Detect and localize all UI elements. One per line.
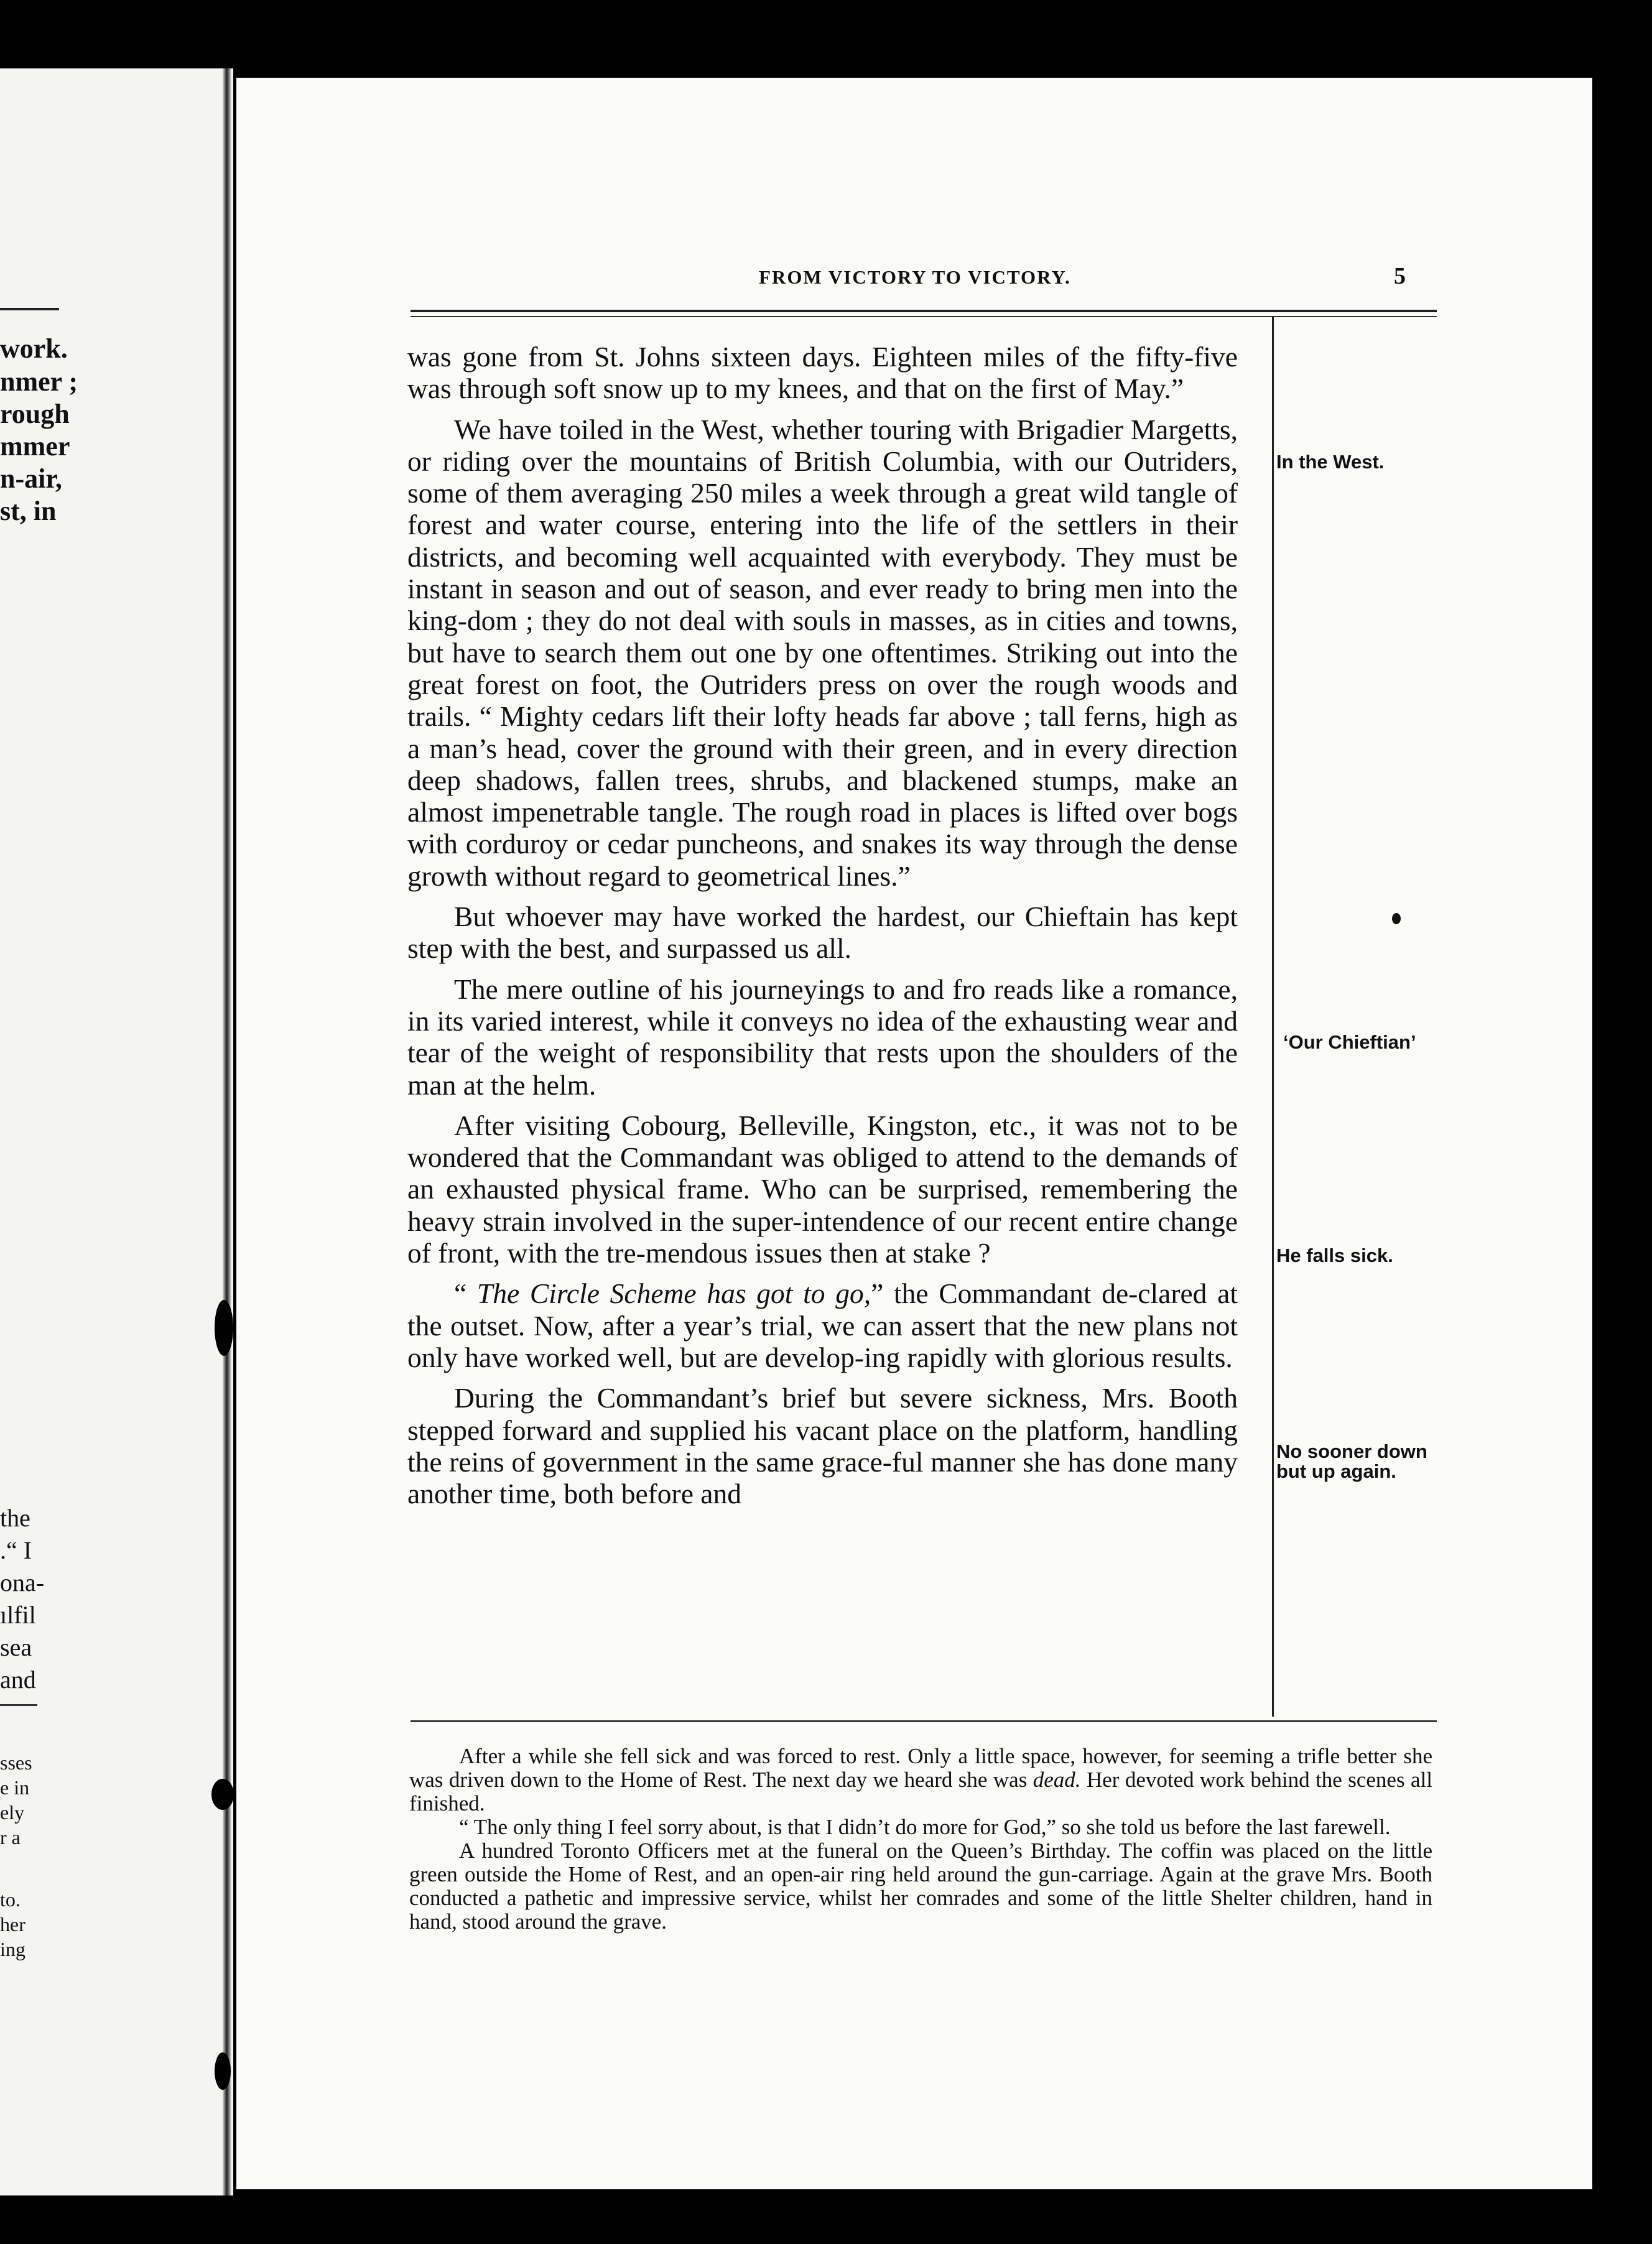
side-note-again-1: No sooner down — [1276, 1440, 1427, 1462]
side-note-west: In the West. — [1276, 451, 1385, 473]
footnote — [409, 1745, 1432, 1934]
margin-column-rule — [1272, 317, 1274, 1717]
page-header — [411, 261, 1418, 299]
footnote-rule — [411, 1720, 1437, 1722]
prev-line: .“ I — [0, 1536, 32, 1564]
prev-line: nmer ; — [0, 366, 78, 397]
paragraph: The mere outline of his journeyings to and fro reads like a romance, in its varied interest, while it conveys no idea of the exhausting wear and tear of the weight of responsibility that rests upon the shoulders of the man at the helm. — [407, 973, 1238, 1101]
previous-page-rule — [0, 1704, 37, 1706]
prev-line: sea — [0, 1633, 32, 1661]
prev-line: work. — [0, 333, 68, 364]
spine-mark — [215, 1300, 233, 1356]
paragraph: We have toiled in the West, whether touring with Brigadier Margetts, or riding over the mountains of British Columbia, with our Outriders, some of them averaging 250 miles a week through a great wild tangle of forest and water course, entering into the life of the settlers in their districts, and becoming well acquainted with everybody. They must be instant in season and out of season, and ever ready to bring men into the king-dom ; they do not deal with souls in masses, as in cities and towns, but have to search them out one by one oftentimes. Striking out into the great forest on foot, the Outriders press on over the rough woods and trails. “ Mighty cedars lift their lofty heads far above ; tall ferns, high as a man’s head, cover the ground with their green, and in every direction deep shadows, fallen trees, shrubs, and blackened stumps, make an almost impenetrable tangle. The rough road in places is lifted over bogs with corduroy or cedar puncheons, and snakes its way through the dense growth without regard to geometrical lines.” — [407, 413, 1238, 892]
page-number: 5 — [1394, 263, 1406, 289]
prev-line: ing — [0, 1938, 26, 1960]
paragraph: But whoever may have worked the hardest, our Chieftain has kept step with the best, and surpassed us all. — [407, 901, 1238, 965]
footnote-text: After a while she fell sick and was forced to rest. Only a little space, however, for seeming a trifle better she was driven down to the Home of Rest. The next day we heard she was — [409, 1744, 1432, 1792]
prev-line: r a — [0, 1826, 21, 1848]
main-text — [407, 341, 1238, 1518]
prev-line: and — [0, 1666, 36, 1694]
paragraph: was gone from St. Johns sixteen days. Eighteen miles of the fifty-five was through soft snow up to my knees, and that on the first of May.” — [407, 341, 1238, 405]
prev-line: her — [0, 1913, 26, 1936]
footnote-text: Her devoted work behind the scenes all finished. — [409, 1768, 1432, 1815]
header-rule-thin — [411, 316, 1437, 317]
prev-line: ona- — [0, 1569, 45, 1597]
prev-line: ely — [0, 1801, 25, 1824]
paragraph: During the Commandant’s brief but severe sickness, Mrs. Booth stepped forward and supplied his vacant place on the platform, handling the reins of government in the same grace-ful manner she has done many another time, both before and — [407, 1382, 1238, 1510]
header-rule — [411, 310, 1437, 312]
side-note-again-2: but up again. — [1276, 1460, 1396, 1482]
footnote-emphasis: dead. — [1032, 1768, 1081, 1792]
prev-line: e in — [0, 1776, 30, 1799]
footnote-paragraph: “ The only thing I feel sorry about, is that I didn’t do more for God,” so she told us before the last farewell. — [459, 1815, 1391, 1839]
quote-open: “ — [454, 1277, 477, 1310]
ink-speck — [1392, 913, 1401, 924]
prev-line: st, in — [0, 496, 57, 526]
prev-line: n-air, — [0, 463, 62, 494]
footnote-paragraph: A hundred Toronto Officers met at the funeral on the Queen’s Birthday. The coffin was placed on the little green outside the Home of Rest, and an open-air ring held around the gun-carriage. Again at the grave Mrs. Booth conducted a pathetic and impressive service, whilst her comrades and some of the little Shelter children, hand in hand, stood around the grave. — [409, 1838, 1432, 1934]
prev-line: to. — [0, 1888, 21, 1911]
paragraph: After visiting Cobourg, Belleville, Kingston, etc., it was not to be wondered that the Commandant was obliged to attend to the demands of an exhausted physical frame. Who can be surprised, remembering the heavy strain involved in the super-intendence of our recent entire change of front, with the tre-mendous issues then at stake ? — [407, 1109, 1238, 1269]
side-note-chieftain: ‘Our Chieftian’ — [1283, 1031, 1416, 1053]
running-title: FROM VICTORY TO VICTORY. — [759, 266, 1071, 288]
prev-line: sses — [0, 1751, 32, 1774]
side-note-sick: He falls sick. — [1276, 1245, 1393, 1266]
paragraph — [407, 1277, 1238, 1373]
quoted-phrase: The Circle Scheme has got to go, — [476, 1277, 871, 1310]
footnote-paragraph — [409, 1745, 1432, 1815]
prev-line: rough — [0, 399, 70, 429]
spine-mark — [211, 1779, 234, 1810]
spine-mark — [215, 2052, 231, 2090]
prev-line: the — [0, 1504, 30, 1532]
previous-page-rule — [0, 308, 59, 310]
previous-page — [0, 68, 233, 2195]
prev-line: mmer — [0, 431, 70, 461]
prev-line: ılfil — [0, 1601, 36, 1629]
book-spine — [223, 68, 231, 2195]
paragraph-rest: ” the Commandant de-clared at the outset. Now, after a year’s trial, we can assert that the new plans not only have worked well, but are develop-ing rapidly with glorious results. — [407, 1277, 1238, 1373]
